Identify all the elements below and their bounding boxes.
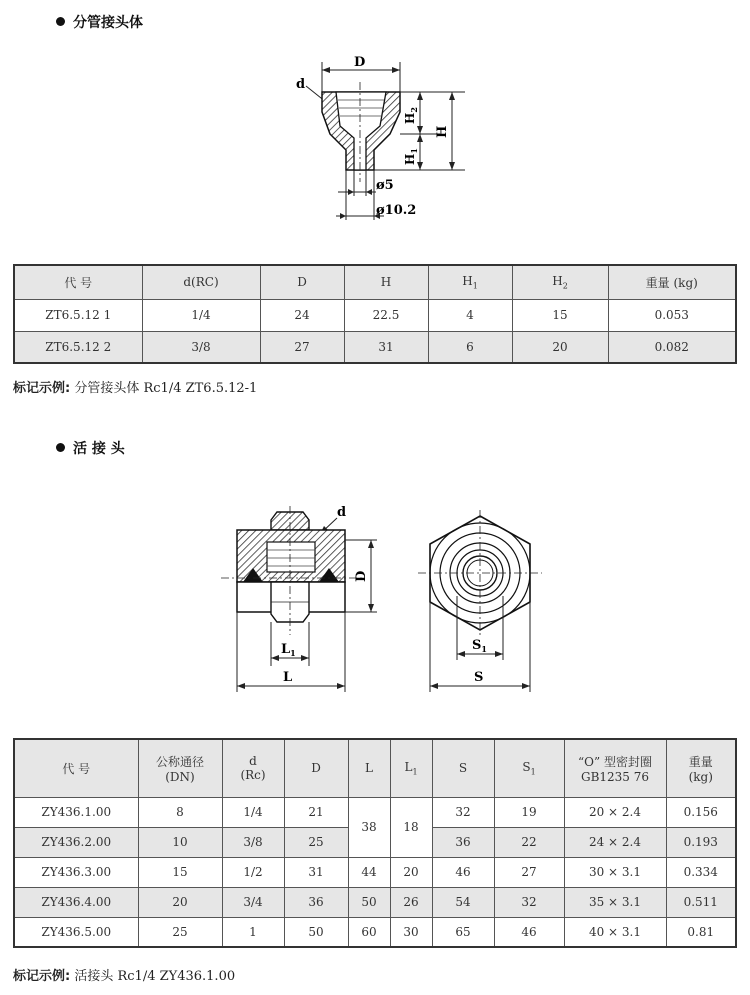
marking-example-2: 标记示例: 活接头 Rc1/4 ZY436.1.00: [13, 969, 236, 984]
union-spec-table: [13, 738, 737, 948]
svg-text:H1: $H_1$: [403, 148, 419, 165]
header-cell: 重量 (kg): [666, 739, 736, 797]
table-row: ZY436.5.00 25 1 50 60 30 65 46 40 × 3.1 0.81: [14, 917, 736, 947]
section1-title: 分管接头体: [56, 12, 143, 32]
svg-text:L1: $L_1$: [281, 642, 296, 658]
header-cell: $H_1$: [428, 265, 512, 299]
header-cell: 代 号: [14, 739, 138, 797]
svg-text:S1: $S_1$: [472, 638, 487, 654]
header-cell: $S_1$: [494, 739, 564, 797]
table-row: ZT6.5.12 2 3/8 27 31 6 20 0.082: [14, 331, 736, 363]
svg-text:S: S: [474, 670, 484, 685]
union-side-drawing: [215, 500, 380, 700]
bullet-icon: [56, 443, 65, 452]
section2-title: 活 接 头: [56, 438, 125, 458]
svg-text:d: d: [296, 77, 306, 92]
table-row: ZY436.1.00 8 1/4 21 38 18 32 19 20 × 2.4 0.156: [14, 797, 736, 827]
header-cell: D: [260, 265, 344, 299]
svg-text:ø5: ø5: [376, 178, 394, 193]
table-row: ZY436.4.00 20 3/4 36 50 26 54 32 35 × 3.1 0.511: [14, 887, 736, 917]
header-cell: d (Rc): [222, 739, 284, 797]
header-cell: $L_1$: [390, 739, 432, 797]
header-cell: “O” 型密封圈 GB1235 76: [564, 739, 666, 797]
header-cell: S: [432, 739, 494, 797]
header-cell: L: [348, 739, 390, 797]
marking-example-1: 标记示例: 分管接头体 Rc1/4 ZT6.5.12-1: [13, 381, 258, 396]
svg-text:H: H: [435, 125, 450, 138]
svg-text:H2: $H_2$: [403, 107, 419, 124]
header-cell: 代 号: [14, 265, 142, 299]
svg-text:d: d: [337, 505, 347, 520]
bullet-icon: [56, 17, 65, 26]
header-cell: 重量 (kg): [608, 265, 736, 299]
table-row: ZY436.3.00 15 1/2 31 44 20 46 27 30 × 3.1 0.334: [14, 857, 736, 887]
header-cell: D: [284, 739, 348, 797]
table-row: ZT6.5.12 1 1/4 24 22.5 4 15 0.053: [14, 299, 736, 331]
table-header-row: [14, 265, 736, 299]
header-cell: $H_2$: [512, 265, 608, 299]
union-end-drawing: [418, 510, 543, 700]
svg-text:D: D: [354, 55, 366, 70]
svg-text:ø10.2: ø10.2: [376, 203, 417, 218]
table-row: ZY436.2.00 10 3/8 25 36 22 24 × 2.4 0.193: [14, 827, 736, 857]
fitting-spec-table: [13, 264, 737, 364]
svg-text:D: D: [354, 570, 369, 582]
header-cell: H: [344, 265, 428, 299]
header-cell: 公称通径 (DN): [138, 739, 222, 797]
header-cell: d(RC): [142, 265, 260, 299]
svg-text:L: L: [283, 670, 293, 685]
fitting-drawing: [280, 52, 480, 232]
table-header-row: [14, 739, 736, 797]
